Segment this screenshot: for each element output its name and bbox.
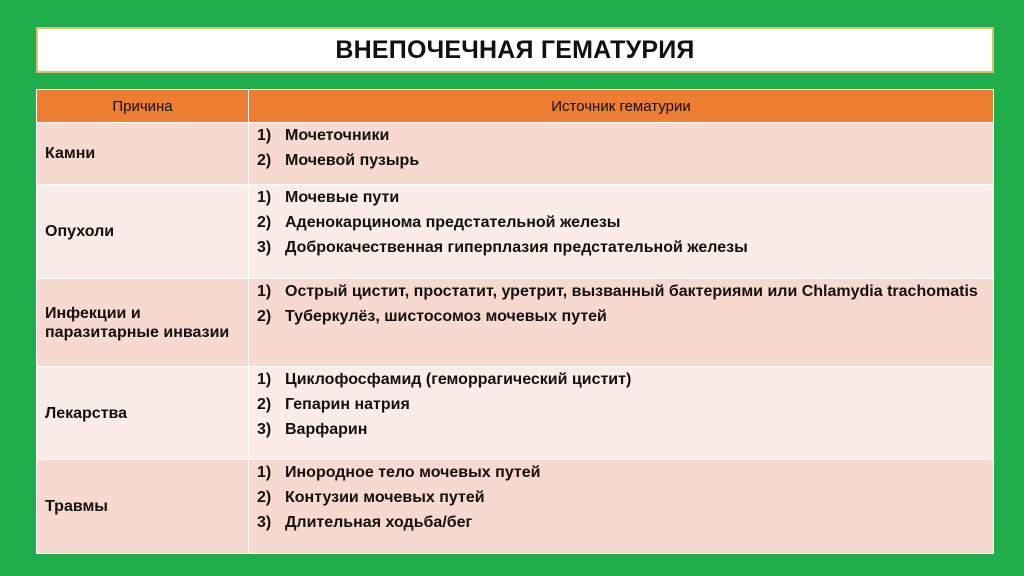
item-number: 3) [257, 239, 272, 256]
item-number: 2) [257, 214, 272, 231]
list-item [257, 464, 985, 482]
item-text: Острый цистит, простатит, уретрит, вызванный бактериями или Chlamydia trachomatis [285, 283, 978, 300]
list-item [257, 371, 985, 389]
item-text: Варфарин [285, 421, 368, 438]
slide-title-box [36, 27, 994, 73]
item-number: 3) [257, 514, 272, 531]
table-row [37, 185, 994, 279]
item-number: 3) [257, 421, 272, 438]
cause-cell: Опухоли [37, 185, 249, 279]
item-number: 1) [257, 127, 272, 144]
source-cell [249, 367, 994, 460]
header-source: Источник гематурии [249, 90, 994, 123]
list-item [257, 283, 985, 301]
source-list [257, 127, 985, 170]
cause-cell: Инфекции и паразитарные инвазии [37, 279, 249, 367]
item-text: Циклофосфамид (геморрагический цистит) [285, 371, 632, 388]
item-number: 2) [257, 152, 272, 169]
list-item [257, 421, 985, 439]
item-text: Гепарин натрия [285, 396, 410, 413]
item-number: 1) [257, 189, 272, 206]
source-list [257, 189, 985, 257]
header-cause: Причина [37, 90, 249, 123]
list-item [257, 127, 985, 145]
item-number: 1) [257, 283, 272, 300]
item-text: Мочевой пузырь [285, 152, 420, 169]
item-text: Туберкулёз, шистосомоз мочевых путей [285, 308, 607, 325]
table-row [37, 460, 994, 554]
item-text: Аденокарцинома предстательной железы [285, 214, 621, 231]
hematuria-table [36, 89, 994, 554]
table-row [37, 279, 994, 367]
item-number: 2) [257, 308, 272, 325]
list-item [257, 489, 985, 507]
cause-cell: Лекарства [37, 367, 249, 460]
item-number: 2) [257, 489, 272, 506]
list-item [257, 214, 985, 232]
list-item [257, 514, 985, 532]
item-text: Контузии мочевых путей [285, 489, 485, 506]
source-list [257, 283, 985, 326]
item-text: Мочевые пути [285, 189, 400, 206]
item-number: 1) [257, 371, 272, 388]
table-row [37, 367, 994, 460]
list-item [257, 152, 985, 170]
source-list [257, 464, 985, 532]
cause-cell: Камни [37, 123, 249, 185]
list-item [257, 396, 985, 414]
item-number: 2) [257, 396, 272, 413]
source-cell [249, 123, 994, 185]
item-text: Длительная ходьба/бег [285, 514, 473, 531]
table-header-row [37, 90, 994, 123]
list-item [257, 189, 985, 207]
source-cell [249, 460, 994, 554]
item-text: Доброкачественная гиперплазия предстательной железы [285, 239, 748, 256]
source-cell [249, 185, 994, 279]
source-list [257, 371, 985, 439]
table-row [37, 123, 994, 185]
list-item [257, 239, 985, 257]
item-text: Мочеточники [285, 127, 390, 144]
list-item [257, 308, 985, 326]
slide-title: ВНЕПОЧЕЧНАЯ ГЕМАТУРИЯ [335, 35, 695, 64]
source-cell [249, 279, 994, 367]
cause-cell: Травмы [37, 460, 249, 554]
item-number: 1) [257, 464, 272, 481]
item-text: Инородное тело мочевых путей [285, 464, 541, 481]
